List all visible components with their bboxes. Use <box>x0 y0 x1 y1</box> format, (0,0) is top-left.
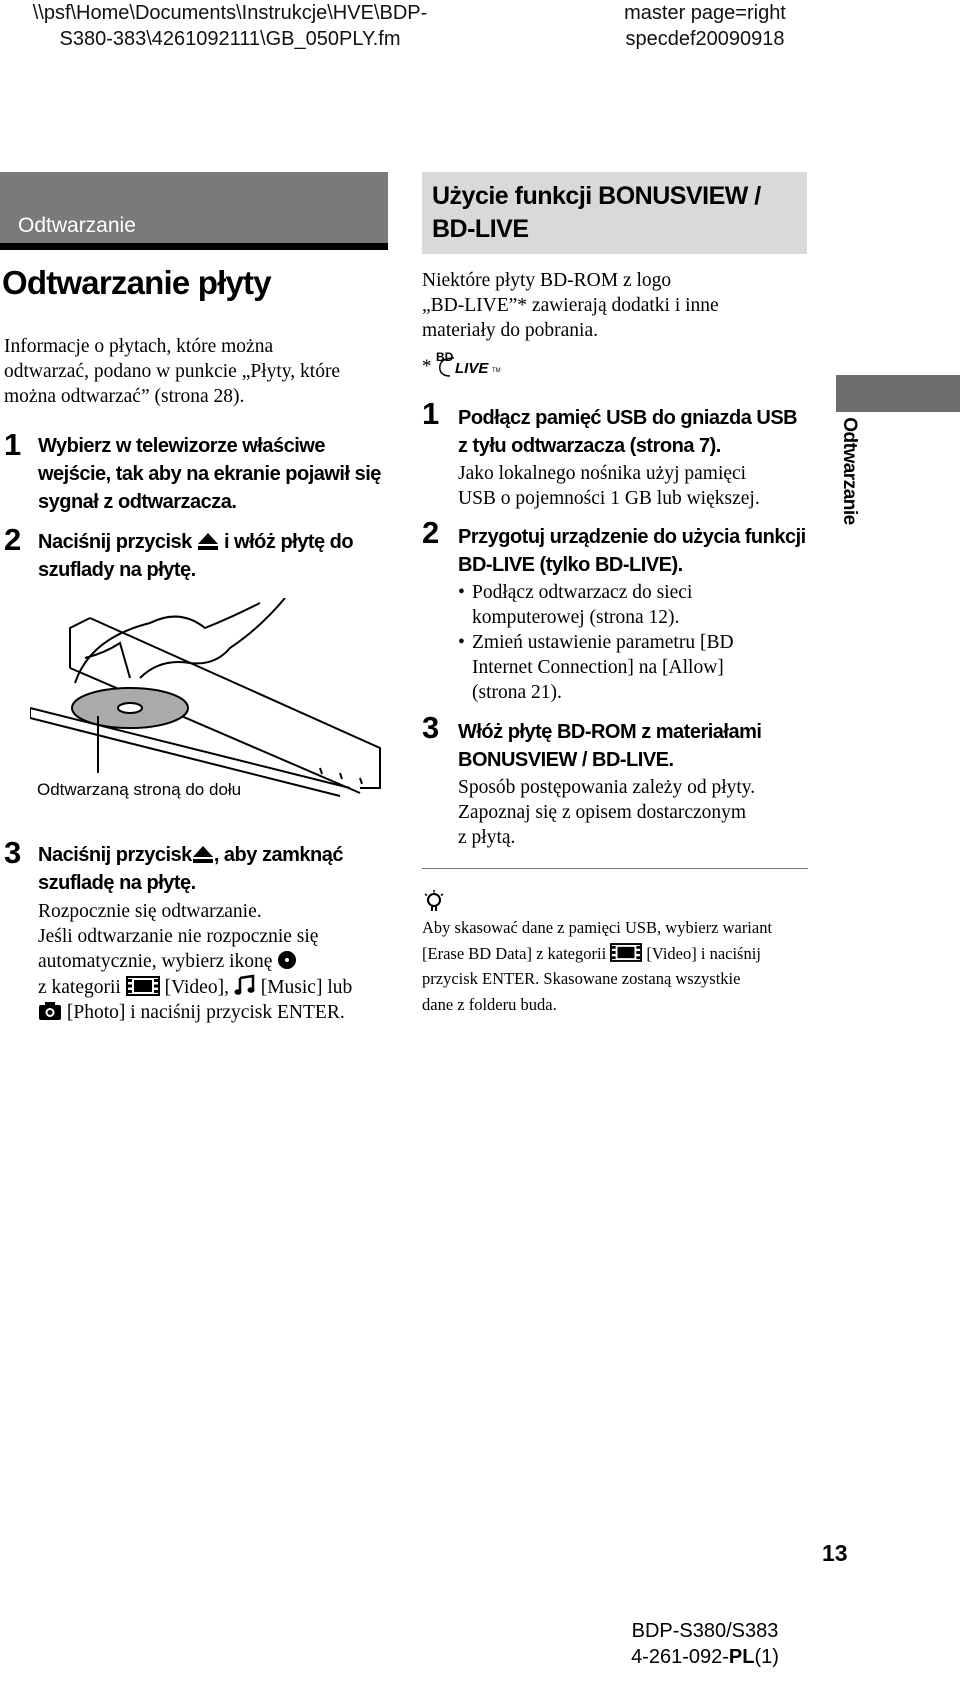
step-title: Włóż płytę BD-ROM z materiałami BONUSVIEW / BD-LIVE. <box>458 721 762 771</box>
side-tab-marker <box>836 375 960 412</box>
film-icon <box>126 976 160 996</box>
eject-icon <box>192 844 214 864</box>
page-number: 13 <box>822 1540 848 1566</box>
tip-text: Aby skasować dane z pamięci USB, wybierz wariant [Erase BD Data] z kategorii [Video] i naciśnij przycisk ENTER. Skasowane zostaną wszystkie dane z folderu buda. <box>422 918 773 1014</box>
bd-live-intro: Niektóre płyty BD-ROM z logo „BD-LIVE”* zawierają dodatki i inne materiały do pobrania. <box>422 270 719 341</box>
step-number: 3 <box>422 710 439 745</box>
step-number: 1 <box>4 427 21 462</box>
model-footer: BDP-S380/S383 4-261-092-PL(1) <box>631 1620 779 1668</box>
bullet-dot: • <box>458 632 465 653</box>
tip-divider <box>422 868 808 869</box>
intro-text: Informacje o płytach, które można odtwarzać, podano w punkcie „Płyty, które można odtwarzać” (strona 28). <box>4 336 341 407</box>
section-heading: Użycie funkcji BONUSVIEW / BD-LIVE <box>422 172 807 254</box>
illustration-caption: Odtwarzaną stroną do dołu <box>37 780 242 799</box>
section-bar <box>0 172 388 250</box>
step-number: 1 <box>422 396 439 431</box>
step-body: Rozpocznie się odtwarzanie. Jeśli odtwarzanie nie rozpocznie się automatycznie, wybierz ikonę z kategorii [Video], [Music] lub [Photo] i naciśnij przycisk ENTER. <box>38 901 353 1023</box>
step-number: 2 <box>422 515 439 550</box>
step-title: Podłącz pamięć USB do gniazda USB z tyłu odtwarzacza (strona 7). <box>458 407 798 457</box>
step-title: Naciśnij przycisk i włóż płytę do szuflady na płytę. <box>38 531 354 581</box>
bullet-dot: • <box>458 582 465 603</box>
disc-tray-illustration <box>30 598 390 798</box>
step-number: 3 <box>4 835 21 870</box>
step-title: Przygotuj urządzenie do użycia funkcji BD-LIVE (tylko BD-LIVE). <box>458 526 806 576</box>
music-note-icon <box>234 974 256 996</box>
side-tab-label: Odtwarzanie <box>839 417 860 525</box>
eject-icon <box>197 531 219 551</box>
master-page-header: master page=right specdef20090918 <box>624 2 786 50</box>
camera-icon <box>38 1001 62 1021</box>
bullet-item: • Podłącz odtwarzacz do sieci komputerowej (strona 12). <box>458 582 693 628</box>
section-label: Odtwarzanie <box>18 214 136 237</box>
step-title: Naciśnij przycisk , aby zamknąć szufladę na płytę. <box>38 844 343 894</box>
step-number: 2 <box>4 522 21 557</box>
step-body: Jako lokalnego nośnika użyj pamięci USB o pojemności 1 GB lub większej. <box>458 463 760 509</box>
page-title: Odtwarzanie płyty <box>2 264 271 301</box>
bd-live-logo: BD LIVE TM <box>436 350 501 377</box>
bullet-item: • Zmień ustawienie parametru [BD Internet Connection] na [Allow] (strona 21). <box>458 632 734 703</box>
step-body: Sposób postępowania zależy od płyty. Zapoznaj się z opisem dostarczonym z płytą. <box>458 777 756 848</box>
file-path-header: \\psf\Home\Documents\Instrukcje\HVE\BDP- S380-383\4261092111\GB_050PLY.fm <box>32 2 428 50</box>
disc-icon <box>277 950 297 970</box>
step-title: Wybierz w telewizorze właściwe wejście, tak aby na ekranie pojawił się sygnał z odtwarzacza. <box>38 435 381 513</box>
logo-footnote-marker: * <box>422 356 432 377</box>
film-icon <box>610 943 642 962</box>
tip-bulb-icon <box>423 890 445 914</box>
